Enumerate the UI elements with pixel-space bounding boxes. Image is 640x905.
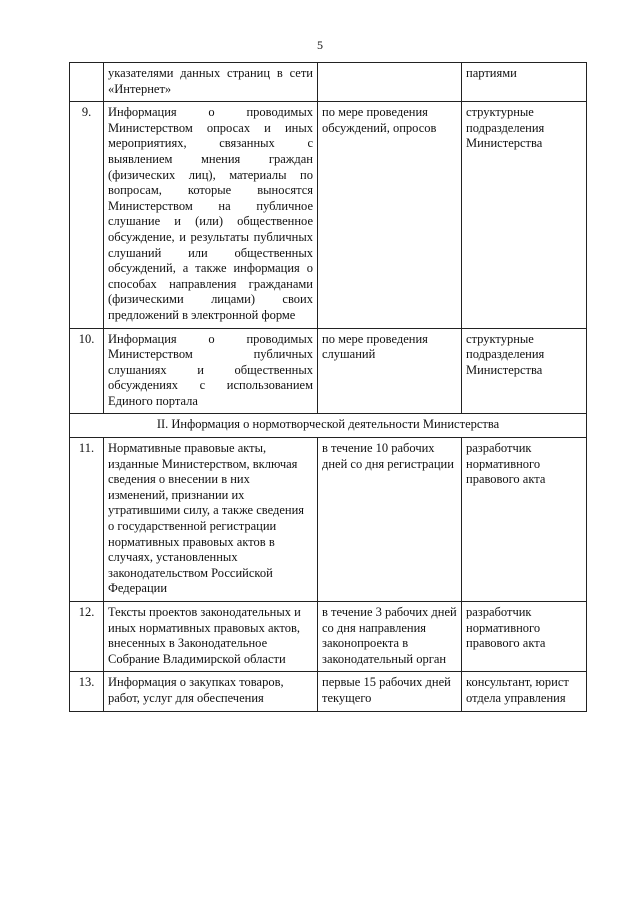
info-cell: Тексты проектов законодательных и иных нормативных правовых актов, внесенных в Законодательное Собрание Владимирской области [104, 602, 318, 672]
table-row [70, 102, 587, 328]
row-number: 11. [70, 438, 104, 602]
info-cell: Нормативные правовые акты, изданные Министерством, включая сведения о внесении в них изменений, признании их утратившими силу, а также сведения о государственной регистрации нормативных правовых актов в случаях, установленных законодательством Российской Федерации [104, 438, 318, 602]
table-row [70, 328, 587, 414]
row-number: 13. [70, 672, 104, 711]
page-number: 5 [317, 38, 323, 52]
responsible-cell: партиями [462, 63, 587, 102]
section-heading-row [70, 414, 587, 438]
info-cell: Информация о закупках товаров, работ, услуг для обеспечения [104, 672, 318, 711]
term-cell: первые 15 рабочих дней текущего [318, 672, 462, 711]
responsible-cell: консультант, юрист отдела управления [462, 672, 587, 711]
info-cell: Информация о проводимых Министерством опросах и иных мероприятиях, связанных с выявлением мнения граждан (физических лиц), материалы по вопросам, которые выносятся Министерством на публичное слушание и (или) общественное обсуждение, и результаты публичных слушаний или общественных обсуждений, а также информация о способах направления гражданами (физическими лицами) своих предложений в электронной форме [104, 102, 318, 328]
section-title: II. Информация о нормотворческой деятельности Министерства [70, 414, 587, 438]
responsible-cell: структурные подразделения Министерства [462, 102, 587, 328]
info-cell: указателями данных страниц в сети «Интернет» [104, 63, 318, 102]
responsible-cell: разработчик нормативного правового акта [462, 438, 587, 602]
row-number: 9. [70, 102, 104, 328]
info-cell: Информация о проводимых Министерством публичных слушаниях и общественных обсуждениях с использованием Единого портала [104, 328, 318, 414]
table-row [70, 63, 587, 102]
row-number [70, 63, 104, 102]
term-cell: в течение 10 рабочих дней со дня регистрации [318, 438, 462, 602]
term-cell: по мере проведения обсуждений, опросов [318, 102, 462, 328]
responsible-cell: разработчик нормативного правового акта [462, 602, 587, 672]
information-table [69, 62, 587, 712]
row-number: 12. [70, 602, 104, 672]
term-cell: по мере проведения слушаний [318, 328, 462, 414]
responsible-cell: структурные подразделения Министерства [462, 328, 587, 414]
table-row [70, 602, 587, 672]
table-row [70, 672, 587, 711]
term-cell: в течение 3 рабочих дней со дня направления законопроекта в законодательный орган [318, 602, 462, 672]
term-cell [318, 63, 462, 102]
row-number: 10. [70, 328, 104, 414]
table-row [70, 438, 587, 602]
